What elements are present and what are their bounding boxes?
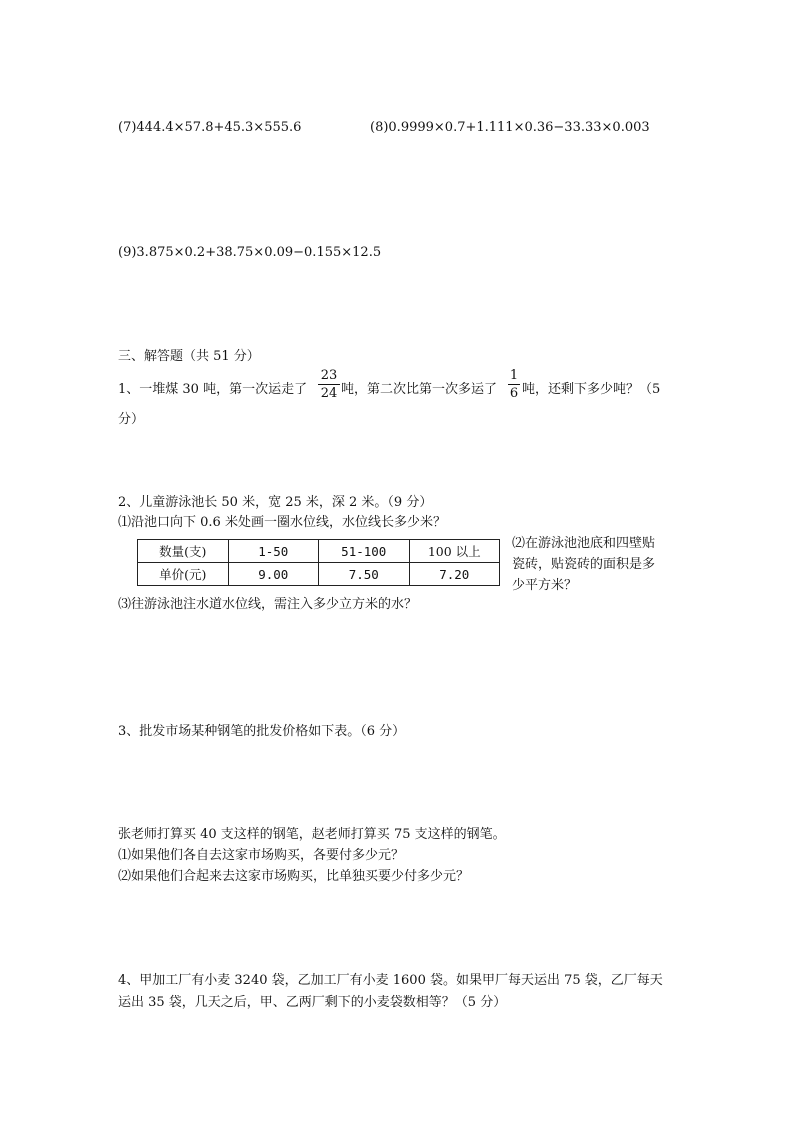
table-header-cell: 数量(支) (138, 540, 229, 563)
table-cell: 9.00 (228, 563, 319, 586)
q1-fraction-2-numerator: 1 (509, 368, 519, 383)
table-row (138, 540, 500, 563)
q1-part-c: 吨，还剩下多少吨？（5 (522, 382, 661, 397)
table-header-cell: 100 以上 (409, 540, 500, 563)
q1-fraction-2-denominator: 6 (509, 386, 519, 401)
q3-stem: 3、批发市场某种钢笔的批发价格如下表。（6 分） (118, 724, 406, 739)
table-cell: 7.20 (409, 563, 500, 586)
q4-line-1: 4、甲加工厂有小麦 3240 袋，乙加工厂有小麦 1600 袋。如果甲厂每天运出 75 袋，乙厂每天 (118, 973, 663, 988)
table-row (138, 563, 500, 586)
q1-part-a: 1、一堆煤 30 吨，第一次运走了 (118, 382, 308, 397)
q2-sub-2-line-2: 瓷砖，贴瓷砖的面积是多 (512, 557, 656, 572)
table-cell: 单价(元) (138, 563, 229, 586)
table-header-cell: 51-100 (319, 540, 410, 563)
price-table (137, 539, 500, 586)
fraction-bar (508, 384, 520, 385)
q2-sub-2-line-1: ⑵在游泳池池底和四壁贴 (512, 536, 656, 551)
table-cell: 7.50 (319, 563, 410, 586)
q1-fraction-1 (318, 369, 340, 400)
q4-line-2: 运出 35 袋，几天之后，甲、乙两厂剩下的小麦袋数相等？（5 分） (118, 995, 507, 1010)
calc-item-8: (8)0.9999×0.7+1.111×0.36−33.33×0.003 (370, 120, 650, 135)
q3-sub-1: ⑴如果他们各自去这家市场购买，各要付多少元？ (118, 848, 405, 863)
q3-sub-2: ⑵如果他们合起来去这家市场购买，比单独买要少付多少元？ (118, 869, 470, 884)
q1-fraction-2 (508, 369, 520, 400)
q2-sub-3: ⑶往游泳池注水道水位线，需注入多少立方米的水？ (118, 597, 418, 612)
calc-item-9: (9)3.875×0.2+38.75×0.09−0.155×12.5 (118, 245, 382, 260)
table-header-cell: 1-50 (228, 540, 319, 563)
q1-fraction-1-numerator: 23 (320, 368, 338, 383)
fraction-bar (318, 384, 340, 385)
q2-sub-2-line-3: 少平方米？ (512, 578, 578, 593)
q3-text: 张老师打算买 40 支这样的钢笔，赵老师打算买 75 支这样的钢笔。 (118, 827, 506, 842)
calc-item-7: (7)444.4×57.8+45.3×555.6 (118, 120, 302, 135)
q1-part-b: 吨，第二次比第一次多运了 (341, 382, 498, 397)
q1-fraction-1-denominator: 24 (320, 386, 338, 401)
section-title: 三、解答题（共 51 分） (118, 349, 260, 364)
q2-sub-1: ⑴沿池口向下 0.6 米处画一圈水位线，水位线长多少米？ (118, 515, 446, 530)
q1-part-d: 分） (118, 412, 145, 427)
q2-stem: 2、儿童游泳池长 50 米，宽 25 米，深 2 米。（9 分） (118, 495, 433, 510)
